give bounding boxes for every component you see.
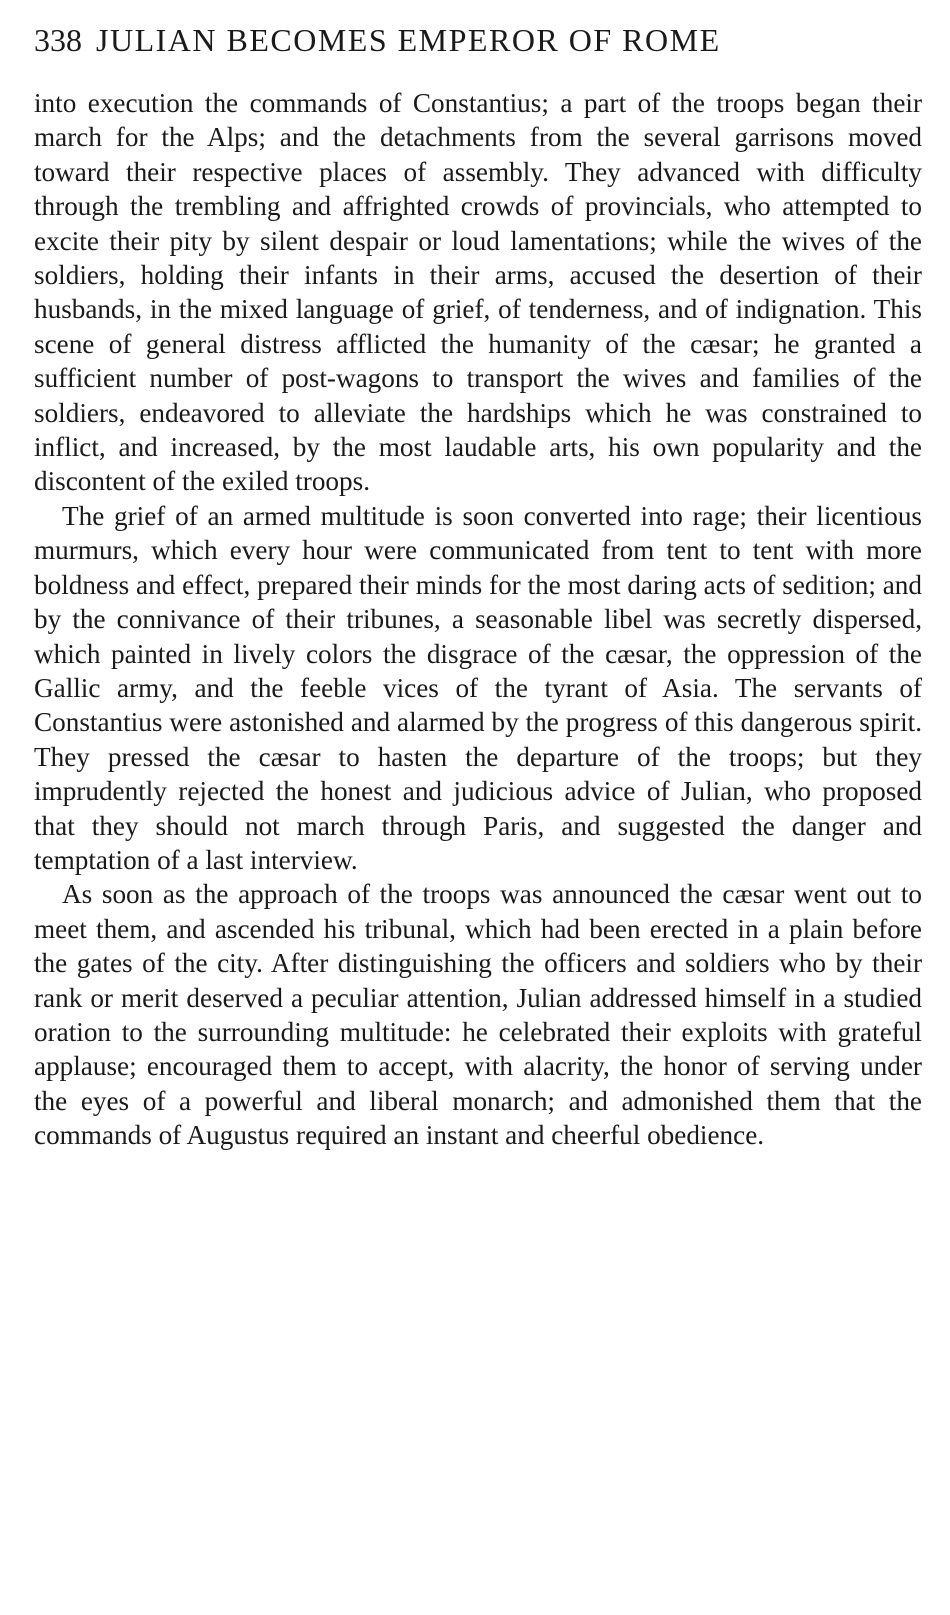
paragraph-1: into execution the commands of Constantius; a part of the troops began their march for the Alps; and the detachments from the several garrisons moved toward their respective places of assembly. They advanced with difficulty through the trembling and affrighted crowds of provincials, who attempted to excite their pity by silent despair or loud lamentations; while the wives of the soldiers, holding their infants in their arms, accused the desertion of their husbands, in the mixed language of grief, of tenderness, and of indignation. This scene of general distress afflicted the humanity of the cæsar; he granted a sufficient number of post-wagons to transport the wives and families of the soldiers, endeavored to alleviate the hardships which he was constrained to inflict, and increased, by the most laudable arts, his own popularity and the discontent of the exiled troops. [34,88,922,497]
book-page [34,22,922,1153]
page-number: 338 [34,22,82,58]
paragraph-3: As soon as the approach of the troops was announced the cæsar went out to meet them, and ascended his tribunal, which had been erected in a plain before the gates of the city. After distinguishing the officers and soldiers who by their rank or merit deserved a peculiar attention, Julian addressed himself in a studied oration to the surrounding multitude: he celebrated their exploits with grateful applause; encouraged them to accept, with alacrity, the honor of serving under the eyes of a powerful and liberal monarch; and admonished them that the commands of Augustus required an instant and cheerful obedience. [34,879,922,1151]
running-head [34,22,922,86]
chapter-title: JULIAN BECOMES EMPEROR OF ROME [96,22,721,58]
paragraph-2: The grief of an armed multitude is soon converted into rage; their licentious murmurs, which every hour were communicated from tent to tent with more boldness and effect, prepared their minds for the most daring acts of sedition; and by the connivance of their tribunes, a seasonable libel was secretly dispersed, which painted in lively colors the disgrace of the cæsar, the oppression of the Gallic army, and the feeble vices of the tyrant of Asia. The servants of Constantius were astonished and alarmed by the progress of this dangerous spirit. They pressed the cæsar to hasten the departure of the troops; but they imprudently rejected the honest and judicious advice of Julian, who proposed that they should not march through Paris, and suggested the danger and temptation of a last interview. [34,500,922,875]
text-body [34,86,922,1153]
